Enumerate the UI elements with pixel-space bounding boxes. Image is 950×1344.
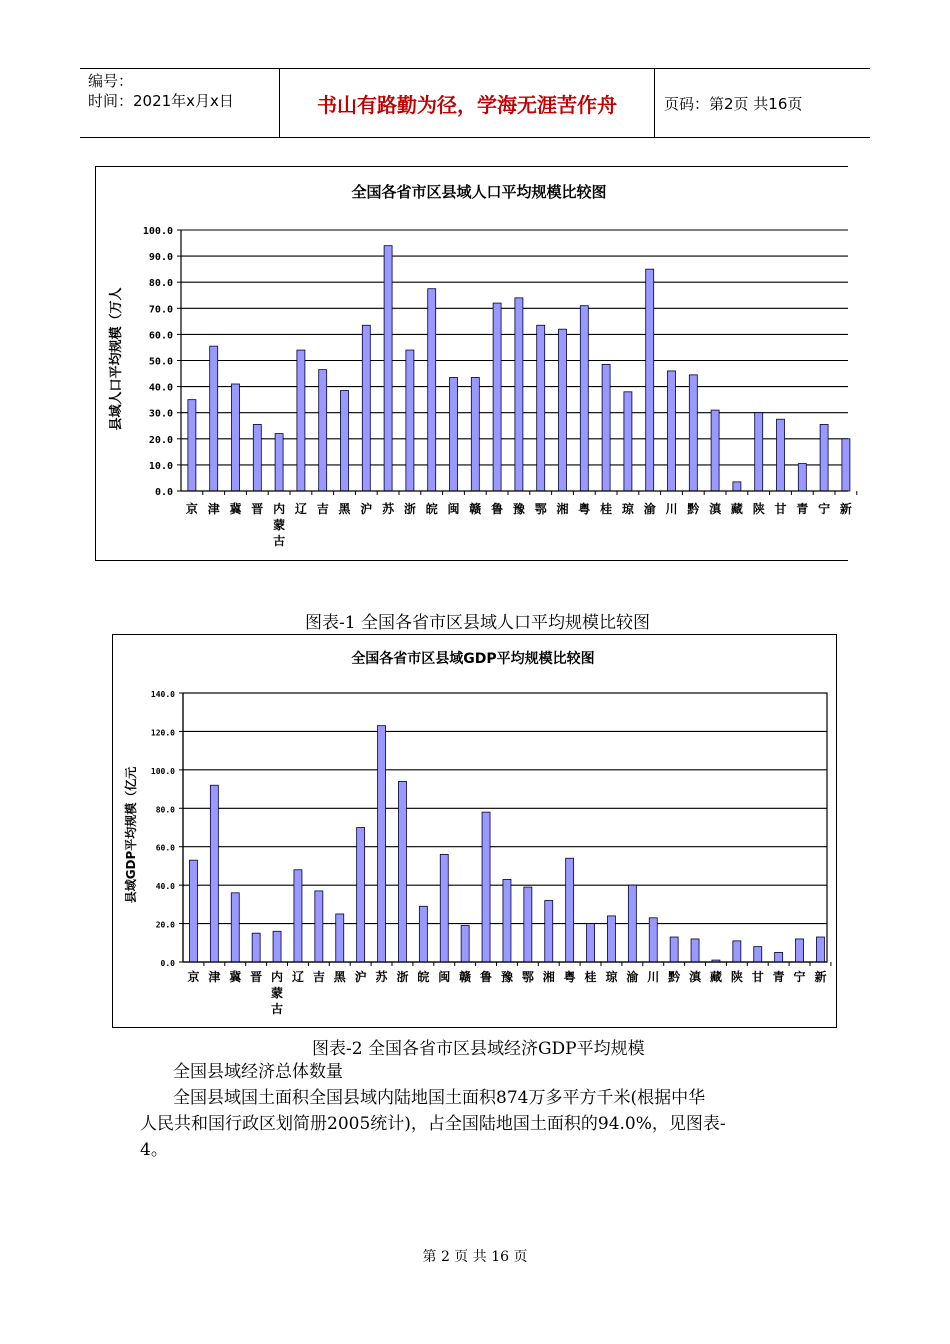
x-tick-label: 湘 [556,502,569,516]
bar-桂 [587,924,595,962]
bar-京 [189,860,197,962]
bar-湘 [559,329,567,491]
bar-川 [649,918,657,962]
chart1-caption: 图表-1 全国各省市区县域人口平均规模比较图 [305,613,650,633]
section-heading: 全国县域经济总体数量 [173,1062,343,1082]
y-axis-label: 县域人口平均规模（万人 [109,287,124,431]
bar-皖 [428,289,436,491]
y-tick-label: 20.0 [148,434,173,446]
x-tick-label: 宁 [793,970,806,984]
bar-陕 [733,941,741,962]
x-tick-label: 鲁 [480,970,493,984]
x-tick-label: 冀 [229,970,242,984]
x-tick-label: 滇 [709,502,722,516]
x-tick-label: 粤 [578,502,591,516]
x-tick-label: 新 [814,970,827,984]
x-tick-label: 黔 [687,502,700,516]
x-tick-label: 闽 [447,502,460,516]
paragraph-line-1: 全国县域国土面积全国县域内陆地国土面积874万多平方千米(根据中华 [173,1088,706,1108]
x-tick-label: 湘 [542,970,555,984]
y-tick-label: 50.0 [148,356,173,368]
bar-琼 [607,916,615,962]
x-tick-label: 青 [772,970,785,984]
y-tick-label: 60.0 [148,330,173,342]
bar-陕 [755,413,763,491]
header-page-info: 页码：第2页 共16页 [664,94,803,113]
x-tick-label: 桂 [584,970,597,984]
bar-冀 [231,893,239,962]
x-tick-label: 皖 [417,970,430,984]
bar-鄂 [524,887,532,962]
bar-新 [816,937,824,962]
bar-甘 [754,947,762,962]
bar-闽 [450,377,458,491]
bar-琼 [624,392,632,491]
bar-渝 [628,885,636,962]
bar-沪 [357,828,365,963]
bar-渝 [646,269,654,491]
chart-title: 全国各省市区县域GDP平均规模比较图 [351,651,595,667]
x-tick-label: 辽 [294,502,307,516]
x-tick-label: 桂 [600,502,613,516]
y-axis-label: 县域GDP平均规模（亿元 [124,766,138,904]
x-tick-label: 赣 [459,970,472,984]
x-tick-label: 晋 [250,970,263,984]
bar-赣 [461,925,469,962]
chart-title: 全国各省市区县域人口平均规模比较图 [351,183,607,201]
chart-svg [96,167,852,560]
bar-鲁 [482,812,490,962]
bar-内蒙古 [275,434,283,491]
y-tick-label: 80.0 [155,805,175,815]
x-tick-label: 津 [208,970,221,984]
y-tick-label: 60.0 [155,843,175,853]
x-tick-label: 甘 [751,970,764,984]
bar-浙 [398,781,406,962]
bar-鲁 [493,303,501,491]
y-tick-label: 40.0 [148,382,173,394]
bar-辽 [294,870,302,962]
x-tick-label: 辽 [291,970,304,984]
bar-沪 [362,325,370,491]
x-tick-label: 陕 [752,502,765,516]
chart2-caption: 图表-2 全国各省市区县域经济GDP平均规模 [312,1039,645,1059]
x-tick-label: 沪 [354,970,367,984]
bar-津 [210,785,218,962]
bar-豫 [503,879,511,962]
x-tick-label: 赣 [469,502,482,516]
time-label: 时间：2021年x月x日 [88,92,234,110]
x-tick-label: 渝 [626,970,639,984]
y-tick-label: 100.0 [142,226,173,237]
y-tick-label: 100.0 [150,766,175,776]
paragraph-line-2: 人民共和国行政区划简册2005统计)，占全国陆地国土面积的94.0%，见图表- [140,1114,726,1134]
x-tick-label: 皖 [425,502,438,516]
bar-黔 [689,375,697,491]
x-tick-label: 古 [271,1002,284,1016]
x-tick-label: 冀 [229,502,242,516]
page-footer: 第 2 页 共 16 页 [422,1249,528,1265]
y-tick-label: 10.0 [148,460,173,472]
bar-湘 [545,901,553,962]
x-tick-label: 藏 [709,970,722,984]
y-tick-label: 0.0 [154,487,173,498]
y-tick-label: 40.0 [155,882,175,892]
x-tick-label: 川 [647,970,660,984]
population-chart [95,166,852,561]
x-tick-label: 内 [273,502,286,516]
x-tick-label: 渝 [643,502,656,516]
x-tick-label: 津 [207,502,220,516]
x-tick-label: 浙 [403,502,416,516]
x-tick-label: 闽 [438,970,451,984]
x-tick-label: 浙 [396,970,409,984]
x-tick-label: 陕 [730,970,743,984]
x-tick-label: 黑 [338,502,351,516]
bar-宁 [796,939,804,962]
y-tick-label: 140.0 [150,690,175,699]
header-motto: 书山有路勤为径，学海无涯苦作舟 [280,69,655,137]
bar-赣 [471,377,479,491]
x-tick-label: 京 [187,970,200,984]
x-tick-label: 蒙 [273,518,286,532]
bar-宁 [820,424,828,491]
bar-闽 [440,854,448,962]
x-tick-label: 古 [273,534,286,548]
bar-晋 [253,424,261,491]
bar-苏 [378,726,386,962]
x-tick-label: 苏 [375,970,388,984]
x-tick-label: 宁 [818,502,831,516]
page-header [80,68,870,138]
x-tick-label: 滇 [689,970,702,984]
x-tick-label: 琼 [605,970,618,984]
bar-冀 [232,384,240,491]
y-tick-label: 0.0 [160,959,175,968]
y-tick-label: 80.0 [148,278,173,290]
x-tick-label: 晋 [251,502,264,516]
x-tick-label: 豫 [512,502,525,516]
x-tick-label: 鲁 [491,502,504,516]
x-tick-label: 藏 [730,502,743,516]
bar-滇 [691,939,699,962]
x-tick-label: 京 [185,502,198,516]
bar-辽 [297,350,305,491]
bar-吉 [319,370,327,491]
bar-新 [842,439,850,491]
x-tick-label: 黑 [333,970,346,984]
x-tick-label: 粤 [563,970,576,984]
bar-青 [775,952,783,962]
x-tick-label: 沪 [360,502,373,516]
bar-浙 [406,350,414,491]
paragraph-line-3: 4。 [140,1140,168,1160]
x-tick-label: 鄂 [534,502,547,516]
bar-京 [188,400,196,491]
y-tick-label: 20.0 [155,920,175,930]
x-tick-label: 吉 [316,502,329,516]
bar-粤 [580,306,588,491]
x-tick-label: 内 [271,970,284,984]
bar-藏 [733,482,741,491]
bar-青 [798,464,806,491]
bar-鄂 [537,325,545,491]
bar-津 [210,346,218,491]
bar-桂 [602,364,610,491]
y-tick-label: 120.0 [150,728,175,738]
bar-甘 [777,419,785,491]
bar-苏 [384,246,392,491]
bar-黑 [336,914,344,962]
header-meta [80,69,280,137]
gdp-chart [112,634,837,1028]
bar-晋 [252,933,260,962]
x-tick-label: 吉 [312,970,325,984]
x-tick-label: 黔 [668,970,681,984]
y-tick-label: 90.0 [148,252,173,264]
bar-黔 [670,937,678,962]
x-tick-label: 豫 [500,970,513,984]
x-tick-label: 苏 [382,502,395,516]
x-tick-label: 川 [665,502,678,516]
bar-皖 [419,906,427,962]
bar-滇 [711,410,719,491]
bar-豫 [515,298,523,491]
y-tick-label: 30.0 [148,408,173,420]
chart-svg [113,635,836,1027]
bar-川 [668,371,676,491]
bar-粤 [566,858,574,962]
x-tick-label: 琼 [621,502,634,516]
number-label: 编号： [88,72,134,90]
x-tick-label: 蒙 [271,986,284,1000]
bar-黑 [341,391,349,491]
bar-吉 [315,891,323,962]
x-tick-label: 新 [839,502,852,516]
x-tick-label: 青 [796,502,809,516]
y-tick-label: 70.0 [148,304,173,316]
bar-内蒙古 [273,931,281,962]
x-tick-label: 甘 [774,502,787,516]
x-tick-label: 鄂 [521,970,534,984]
